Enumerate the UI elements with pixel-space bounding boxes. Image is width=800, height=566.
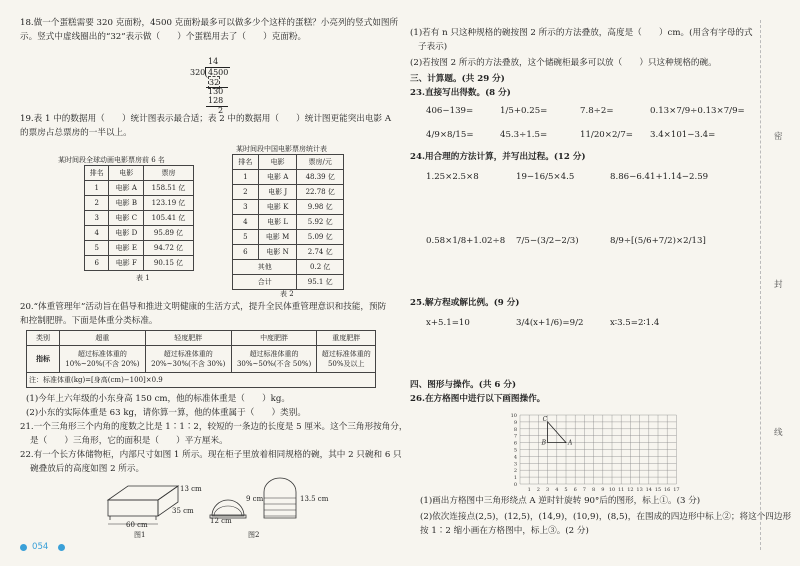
x-tick-label: 17 — [673, 487, 680, 493]
x-tick-label: 11 — [618, 487, 625, 493]
q23-item: 0.13×7/9÷0.13×7/9= — [650, 106, 745, 116]
q23-item: 3.4×101−3.4= — [650, 130, 716, 140]
q24-item: 8.86−6.41+1.14−2.59 — [610, 172, 709, 182]
x-tick-label: 8 — [592, 487, 596, 493]
table-row: 4 电影 D 95.89 亿 — [85, 226, 194, 241]
fig1-height: 13 cm — [180, 485, 202, 493]
table-row: 2 电影 J 22.78 亿 — [233, 185, 344, 200]
margin-char: 线 — [774, 428, 783, 438]
table-row: 3 电影 C 105.41 亿 — [85, 211, 194, 226]
table-row: 其他 0.2 亿 — [233, 260, 344, 275]
fig2-w: 12 cm — [210, 517, 232, 525]
section-4-title: 四、图形与操作。(共 6 分) — [410, 380, 517, 390]
q23-item: 1/5+0.25= — [500, 106, 548, 116]
table-row: 6 电影 N 2.74 亿 — [233, 245, 344, 260]
q24-item: 0.58×1/8+1.02÷8 — [426, 236, 506, 246]
q20-sub2: (2)小东的实际体重是 63 kg，请你算一算，他的体重属于（ ）类别。 — [26, 408, 306, 418]
q22cont-line1b: 子表示) — [418, 42, 448, 52]
long-division: 14 320 4500 32 130 128 2 — [190, 57, 229, 115]
margin-line — [760, 20, 761, 550]
q23-title: 23.直接写出得数。(8 分) — [410, 88, 511, 98]
table-row: 注：标准体重(kg)=[身高(cm)−100]×0.9 — [27, 373, 376, 388]
table2-label: 表 2 — [280, 290, 294, 298]
fig1-width: 60 cm — [126, 521, 148, 529]
q24-item: 1.25×2.5×8 — [426, 172, 479, 182]
x-tick-label: 10 — [608, 487, 616, 493]
x-tick-label: 2 — [536, 487, 540, 493]
table1-label: 表 1 — [136, 274, 150, 282]
q21-line1: 21.一个三角形三个内角的度数之比是 1∶1∶2，较短的一条边的长度是 5 厘米。这个三角形按角分， — [20, 422, 408, 432]
q22cont-line1: (1)若有 n 只这种规格的碗按图 2 所示的方法叠放，高度是（ ）cm。(用含有字母的式 — [410, 28, 753, 38]
q24-item: 7/5−(3/2−2/3) — [516, 236, 579, 246]
coordinate-grid — [508, 404, 684, 496]
x-tick-label: 5 — [564, 487, 568, 493]
q20-line1: 20.“体重管理年”活动旨在倡导和推进文明健康的生活方式，提升全民体重管理意识和技能，预防 — [20, 302, 387, 312]
q22-line2: 碗叠放后的高度如图 2 所示。 — [30, 464, 145, 474]
page-dot-left — [20, 544, 27, 551]
q25-item: x∶3.5=2∶1.4 — [610, 318, 660, 328]
x-tick-label: 9 — [601, 487, 605, 493]
table-row: 5 电影 M 5.09 亿 — [233, 230, 344, 245]
table-row: 指标 超过标准体重的 10%~20%(不含 20%) 超过标准体重的 20%~30%(不含 30%) 超过标准体重的 30%~50%(不含 50%) 超过标准体重的 50%及以上 — [27, 346, 376, 373]
fig2-h2: 13.5 cm — [300, 495, 329, 503]
y-tick-label: 7 — [513, 433, 517, 440]
q26-sub2: (2)依次连接点(2,5)，(12,5)，(14,9)，(10,9)，(8,5)，在围成的四边形中标上②；将这个四边形 — [420, 512, 792, 522]
q18-line2: 示。竖式中虚线圈出的“32”表示做（ ）个蛋糕用去了（ ）克面粉。 — [20, 32, 307, 42]
q18-line1: 18.做一个蛋糕需要 320 克面粉，4500 克面粉最多可以做多少个这样的蛋糕？小亮列的竖式如图所 — [20, 18, 399, 28]
page-number: 054 — [32, 542, 49, 552]
table-row: 3 电影 K 9.98 亿 — [233, 200, 344, 215]
table-row: 合计 95.1 亿 — [233, 275, 344, 290]
point-label: A — [568, 439, 573, 447]
q23-item: 45.3÷1.5= — [500, 130, 548, 140]
q23-item: 406−139= — [426, 106, 474, 116]
q22cont-line2: (2)若按图 2 所示的方法叠放，这个储碗柜最多可以放（ ）只这种规格的碗。 — [410, 58, 717, 68]
x-tick-label: 12 — [627, 487, 634, 493]
margin-char: 密 — [774, 132, 783, 142]
q23-item: 4/9×8/15= — [426, 130, 474, 140]
fig1-label: 图1 — [134, 531, 146, 539]
q24-item: 19−16/5×4.5 — [516, 172, 575, 182]
margin-char: 封 — [774, 280, 783, 290]
x-tick-label: 16 — [664, 487, 671, 493]
table-row: 6 电影 F 90.15 亿 — [85, 256, 194, 271]
table2: 排名 电影 票房/元 1 电影 A 48.39 亿 2 电影 J 22.78 亿 3 电影 K 9.98 亿 4 电影 L 5.92 亿 5 电影 M 5.09 亿 6 电影 N 2.74 亿 其他 0.2 亿 合计 95.1 亿 — [232, 154, 344, 290]
section-3-title: 三、计算题。(共 29 分) — [410, 74, 505, 84]
q19-line2: 的票房占总票房的一半以上。 — [20, 128, 132, 138]
y-tick-label: 9 — [513, 419, 517, 426]
x-tick-label: 7 — [582, 487, 586, 493]
fig1-depth: 35 cm — [172, 507, 194, 515]
y-tick-label: 6 — [513, 440, 517, 447]
page-dot-right — [58, 544, 65, 551]
table-row: 1 电影 A 158.51 亿 — [85, 181, 194, 196]
y-tick-label: 5 — [513, 447, 517, 454]
table-row: 2 电影 B 123.19 亿 — [85, 196, 194, 211]
q25-item: 3/4(x+1/6)=9/2 — [516, 318, 584, 328]
q24-title: 24.用合理的方法计算，并写出过程。(12 分) — [410, 152, 586, 162]
q25-title: 25.解方程或解比例。(9 分) — [410, 298, 520, 308]
weight-table: 类别 超重 轻度肥胖 中度肥胖 重度肥胖 指标 超过标准体重的 10%~20%(不含 20%) 超过标准体重的 20%~30%(不含 30%) 超过标准体重的 30%~50%(不含 50%) 超过标准体重的 50%及以上 注：标准体重(kg)=[身高(cm)−100]×0.9 — [26, 330, 376, 388]
point-label: B — [541, 439, 547, 447]
table-row: 4 电影 L 5.92 亿 — [233, 215, 344, 230]
q23-item: 11/20×2/7= — [580, 130, 633, 140]
fig2-h1: 9 cm — [246, 495, 264, 503]
y-tick-label: 10 — [510, 413, 517, 419]
y-tick-label: 1 — [513, 475, 517, 482]
q26-title: 26.在方格图中进行以下画图操作。 — [410, 394, 546, 404]
x-tick-label: 4 — [555, 487, 559, 493]
table-row: 1 电影 A 48.39 亿 — [233, 170, 344, 185]
table2-caption: 某时间段中国电影票房统计表 — [236, 145, 327, 153]
y-tick-label: 2 — [513, 468, 517, 475]
x-tick-label: 3 — [546, 487, 550, 493]
q21-line2: 是（ ）三角形，它的面积是（ ）平方厘米。 — [30, 436, 228, 446]
x-tick-label: 1 — [527, 487, 531, 493]
y-tick-label: 4 — [513, 454, 517, 461]
q26-sub2b: 按 1∶2 缩小画在方格图中，标上③。(2 分) — [420, 526, 589, 536]
x-tick-label: 15 — [654, 487, 662, 493]
table1-caption: 某时间段全球动画电影票房前 6 名 — [58, 156, 165, 164]
point-label: C — [542, 415, 548, 423]
q19-line1: 19.表 1 中的数据用（ ）统计图表示最合适；表 2 中的数据用（ ）统计图更能突出电影 A — [20, 114, 392, 124]
y-tick-label: 3 — [513, 461, 517, 468]
x-tick-label: 6 — [573, 487, 577, 493]
q20-sub1: (1)今年上六年级的小东身高 150 cm，他的标准体重是（ ）kg。 — [26, 394, 290, 404]
q22-line1: 22.有一个长方体储物柜，内部尺寸如图 1 所示。现在柜子里放着相同规格的碗，其中 2 只碗和 6 只 — [20, 450, 402, 460]
q24-item: 8/9÷[(5/6+7/2)×2/13] — [610, 236, 706, 246]
x-tick-label: 13 — [636, 487, 643, 493]
y-tick-label: 8 — [513, 426, 517, 433]
table-row: 5 电影 E 94.72 亿 — [85, 241, 194, 256]
q23-item: 7.8÷2= — [580, 106, 614, 116]
q25-item: x+5.1=10 — [426, 318, 470, 328]
y-tick-label: 0 — [513, 482, 517, 488]
q26-sub1: (1)画出方格图中三角形绕点 A 逆时针旋转 90°后的图形，标上①。(3 分) — [420, 496, 701, 506]
table1: 排名 电影 票房 1 电影 A 158.51 亿 2 电影 B 123.19 亿 3 电影 C 105.41 亿 4 电影 D 95.89 亿 5 电影 E 94.72 亿 6 电影 F 90.15 亿 — [84, 165, 194, 271]
q20-line2: 和控制肥胖。下面是体重分类标准。 — [20, 316, 158, 326]
x-tick-label: 14 — [645, 487, 652, 493]
fig2-label: 图2 — [248, 531, 260, 539]
